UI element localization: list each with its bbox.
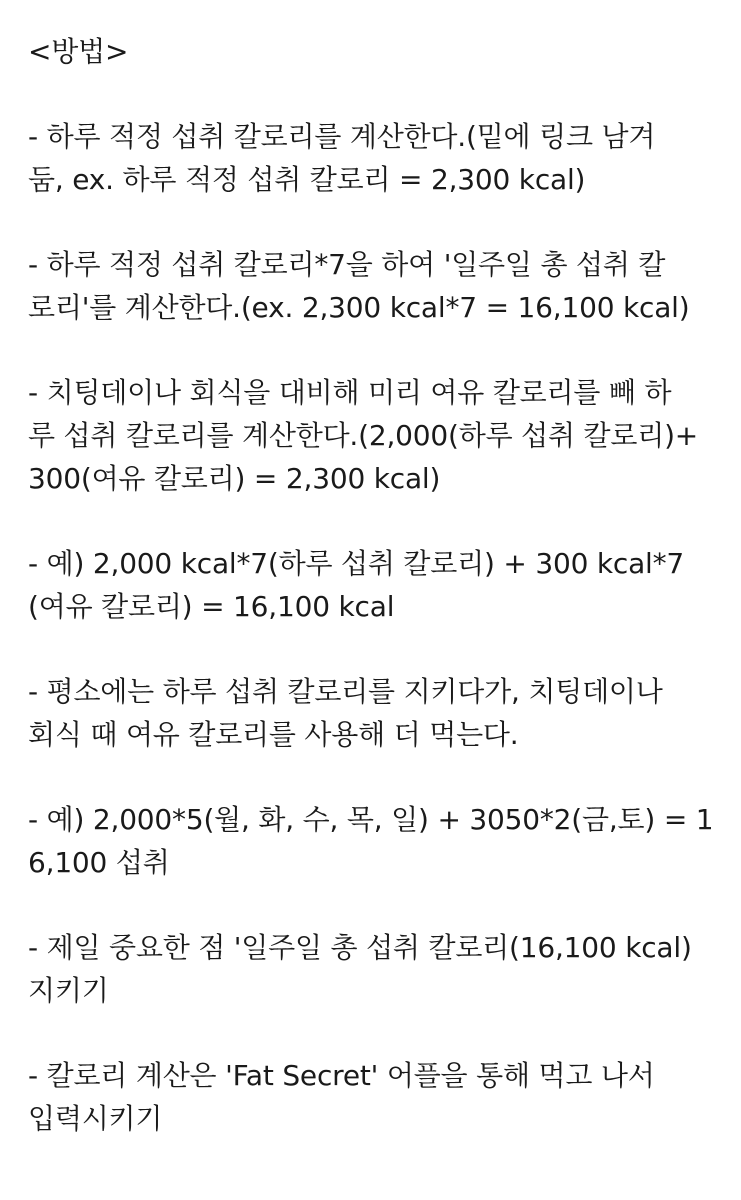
- step-2-line-1: - 하루 적정 섭취 칼로리*7을 하여 '일주일 총 섭취 칼: [28, 248, 666, 281]
- step-3: [28, 371, 711, 500]
- step-8: [28, 1054, 711, 1140]
- step-6-line-2: 6,100 섭취: [28, 846, 170, 879]
- step-6-line-1: - 예) 2,000*5(월, 화, 수, 목, 일) + 3050*2(금,토) = 1: [28, 803, 714, 836]
- step-3-line-1: - 치팅데이나 회식을 대비해 미리 여유 칼로리를 빼 하: [28, 376, 672, 409]
- step-3-line-3: 300(여유 칼로리) = 2,300 kcal): [28, 462, 441, 495]
- step-2: [28, 243, 711, 329]
- step-5-line-2: 회식 때 여유 칼로리를 사용해 더 먹는다.: [28, 718, 519, 751]
- step-7-line-1: - 제일 중요한 점 '일주일 총 섭취 칼로리(16,100 kcal): [28, 931, 692, 964]
- step-1-line-1: - 하루 적정 섭취 칼로리를 계산한다.(밑에 링크 남겨: [28, 120, 656, 153]
- step-2-line-2: 로리'를 계산한다.(ex. 2,300 kcal*7 = 16,100 kcal): [28, 291, 690, 324]
- step-3-line-2: 루 섭취 칼로리를 계산한다.(2,000(하루 섭취 칼로리)+: [28, 419, 699, 452]
- section-heading: <방법>: [28, 35, 129, 68]
- step-4-line-1: - 예) 2,000 kcal*7(하루 섭취 칼로리) + 300 kcal*7: [28, 547, 685, 580]
- step-1: [28, 115, 711, 201]
- step-8-line-1: - 칼로리 계산은 'Fat Secret' 어플을 통해 먹고 나서: [28, 1059, 655, 1092]
- step-8-line-2: 입력시키기: [28, 1102, 163, 1135]
- step-1-line-2: 둠, ex. 하루 적정 섭취 칼로리 = 2,300 kcal): [28, 163, 586, 196]
- step-5: [28, 670, 711, 756]
- step-7: [28, 926, 711, 1012]
- step-4: [28, 542, 711, 628]
- step-6: [28, 798, 714, 884]
- step-4-line-2: (여유 칼로리) = 16,100 kcal: [28, 590, 395, 623]
- step-7-line-2: 지키기: [28, 974, 109, 1007]
- step-5-line-1: - 평소에는 하루 섭취 칼로리를 지키다가, 치팅데이나: [28, 675, 663, 708]
